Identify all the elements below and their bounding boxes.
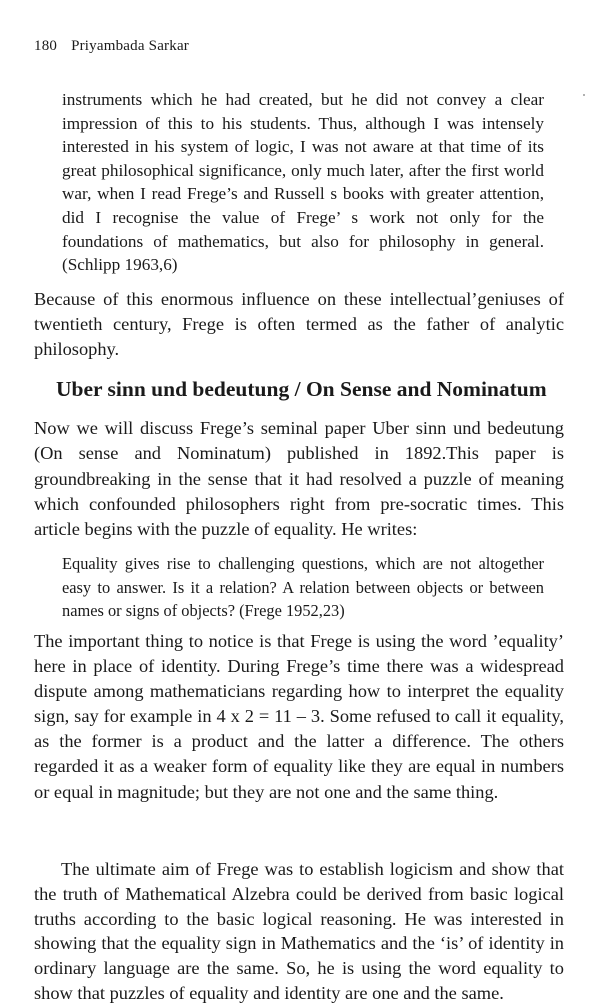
block-quote-frege: Equality gives rise to challenging questions, which are not altogether easy to answer. Is it a relation? A relation between objects or between names or signs of objects? (Frege 1952,23): [62, 554, 544, 620]
block-quote-schlipp: instruments which he had created, but he did not convey a clear impression of this to his students. Thus, although I was intensely interested in his system of logic, I was not aware at that time of its great philosophical significance, only much later, after the first world war, when I read Frege’s and Russell s books with greater attention, did I recognise the value of Frege’ s work not only for the foundations of mathematics, but also for philosophy in general. (Schlipp 1963,6): [62, 90, 544, 275]
paragraph-influence: Because of this enormous influence on these intellectual’geniuses of twentieth century, Frege is often termed as the father of analytic philosophy.: [34, 289, 564, 360]
page-number: 180: [34, 38, 58, 54]
running-header: [34, 38, 189, 55]
paragraph-logicism: The ultimate aim of Frege was to establish logicism and show that the truth of Mathematical Alzebra could be derived from basic logical truths according to the basic logical reasoning. He was interested in showing that the equality sign in Mathematics and the ‘is’ of identity in ordinary language are the same. So, he is using the word equality to show that puzzles of equality and identity are one and the same.: [34, 859, 564, 1003]
section-heading: Uber sinn und bedeutung / On Sense and Nominatum: [56, 377, 547, 401]
paragraph-seminal-paper: Now we will discuss Frege’s seminal paper Uber sinn und bedeutung (On sense and Nominatum) published in 1892.This paper is groundbreaking in the sense that it had resolved a puzzle of meaning which confounded philosophers right from pre-socratic times. This article begins with the puzzle of equality. He writes:: [34, 418, 564, 540]
speck-mark: [583, 94, 585, 96]
paragraph-equality: The important thing to notice is that Frege is using the word ’equality’ here in place of identity. During Frege’s time there was a widespread dispute among mathematicians regarding how to interpret the equality sign, say for example in 4 x 2 = 11 – 3. Some refused to call it equality, as the former is a product and the latter a difference. The others regarded it as a weaker form of equality like they are equal in numbers or equal in magnitude; but they are not one and the same thing.: [34, 631, 564, 802]
running-header-author: Priyambada Sarkar: [71, 38, 190, 54]
